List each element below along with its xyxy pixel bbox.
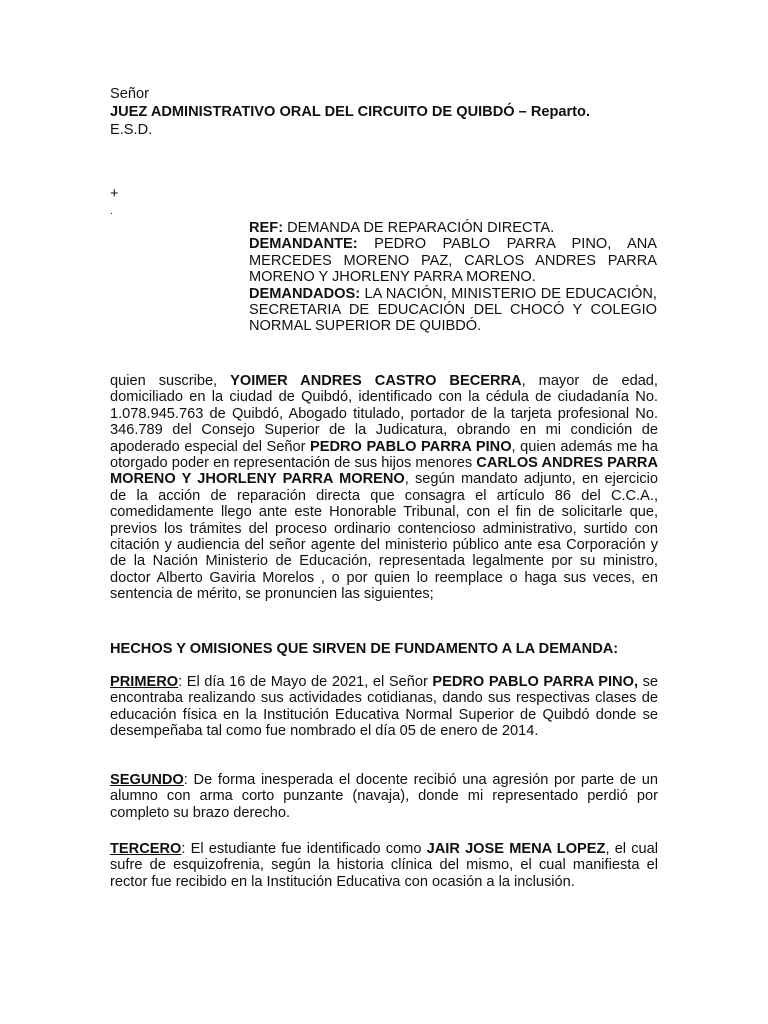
fact-primero-text-2: se encontraba realizando sus actividades cotidianas, dando sus respectivas clases de educación física en la Institución Educativa Normal Superior de Quibdó donde se desempeñaba tal como fue nombrado el día 05 de enero de 2014.	[110, 674, 659, 740]
intro-text-3: , quien además me ha otorgado poder en representación de sus hijos menores	[110, 438, 658, 472]
fact-tercero-text-2: , el cual sufre de esquizofrenia, según la historia clínica del mismo, el cual manifiesta el rector fue recibido en la Institución Educativa con ocasión a la inclusión.	[110, 841, 659, 890]
demandante-text: PEDRO PABLO PARRA PINO, ANA MERCEDES MORENO PAZ, CARLOS ANDRES PARRA MORENO Y JHORLENY PARRA MORENO.	[249, 236, 657, 286]
fact-tercero-text-1: : El estudiante fue identificado como	[181, 841, 427, 857]
demandados-text: LA NACIÓN, MINISTERIO DE EDUCACIÓN, SECRETARIA DE EDUCACIÓN DEL CHOCÓ Y COLEGIO NORMAL SUPERIOR DE QUIBDÓ.	[249, 285, 657, 335]
fact-primero-text-1: : El día 16 de Mayo de 2021, el Señor	[178, 674, 433, 690]
esd-line: E.S.D.	[110, 122, 153, 138]
intro-text-1: quien suscribe,	[110, 373, 231, 389]
reference-block	[249, 220, 657, 335]
demandados-label: DEMANDADOS:	[249, 285, 361, 302]
fact-tercero-name: JAIR JOSE MENA LOPEZ	[426, 841, 606, 857]
fact-segundo	[110, 772, 658, 821]
section-title: HECHOS Y OMISIONES QUE SIRVEN DE FUNDAMENTO A LA DEMANDA:	[110, 641, 619, 657]
ref-text: DEMANDA DE REPARACIÓN DIRECTA.	[287, 220, 555, 236]
fact-primero-name: PEDRO PABLO PARRA PINO,	[432, 674, 639, 690]
client-name: PEDRO PABLO PARRA PINO	[310, 438, 512, 455]
salutation: Señor	[110, 86, 149, 102]
fact-primero-label: PRIMERO	[110, 674, 179, 690]
dot-mark: .	[110, 206, 113, 217]
intro-paragraph	[110, 373, 658, 603]
children-names: CARLOS ANDRES PARRA MORENO Y JHORLENY PARRA MORENO	[110, 455, 658, 488]
fact-segundo-text: : De forma inesperada el docente recibió una agresión por parte de un alumno con arma corto punzante (navaja), donde mi representado perdió por completo su brazo derecho.	[110, 772, 658, 821]
fact-primero	[110, 674, 658, 740]
fact-tercero-label: TERCERO	[110, 841, 182, 857]
addressee: JUEZ ADMINISTRATIVO ORAL DEL CIRCUITO DE QUIBDÓ – Reparto.	[110, 104, 591, 120]
ref-line	[249, 220, 657, 236]
intro-text-2: , mayor de edad, domiciliado en la ciudad de Quibdó, identificado con la cédula de ciudadanía No. 1.078.945.763 de Quibdó, Abogado titulado, portador de la tarjeta profesional No. 346.789 del Consejo Superior de la Judicatura, obrando en mi condición de apoderado especial del Señor	[110, 373, 658, 455]
plus-mark: +	[110, 186, 119, 202]
lawyer-name: YOIMER ANDRES CASTRO BECERRA	[230, 373, 522, 389]
intro-text-4: , según mandato adjunto, en ejercicio de la acción de reparación directa que consagra el artículo 86 del C.C.A., comedidamente llego ante este Honorable Tribunal, con el fin de solicitarle que, previos los trámites del proceso ordinario contencioso administrativo, surtido con citación y audiencia del señor agente del ministerio público ante esa Corporación y de la Nación Ministerio de Educación, representada legalmente por su ministro, doctor Alberto Gaviria Morelos , o por quien lo reemplace o haga sus veces, en sentencia de mérito, se pronuncien las siguientes;	[110, 471, 658, 603]
demandante-paragraph	[249, 236, 657, 285]
demandados-paragraph	[249, 286, 657, 335]
fact-tercero	[110, 841, 658, 890]
ref-label: REF:	[249, 220, 284, 236]
demandante-label: DEMANDANTE:	[249, 236, 358, 253]
fact-segundo-label: SEGUNDO	[110, 772, 184, 788]
